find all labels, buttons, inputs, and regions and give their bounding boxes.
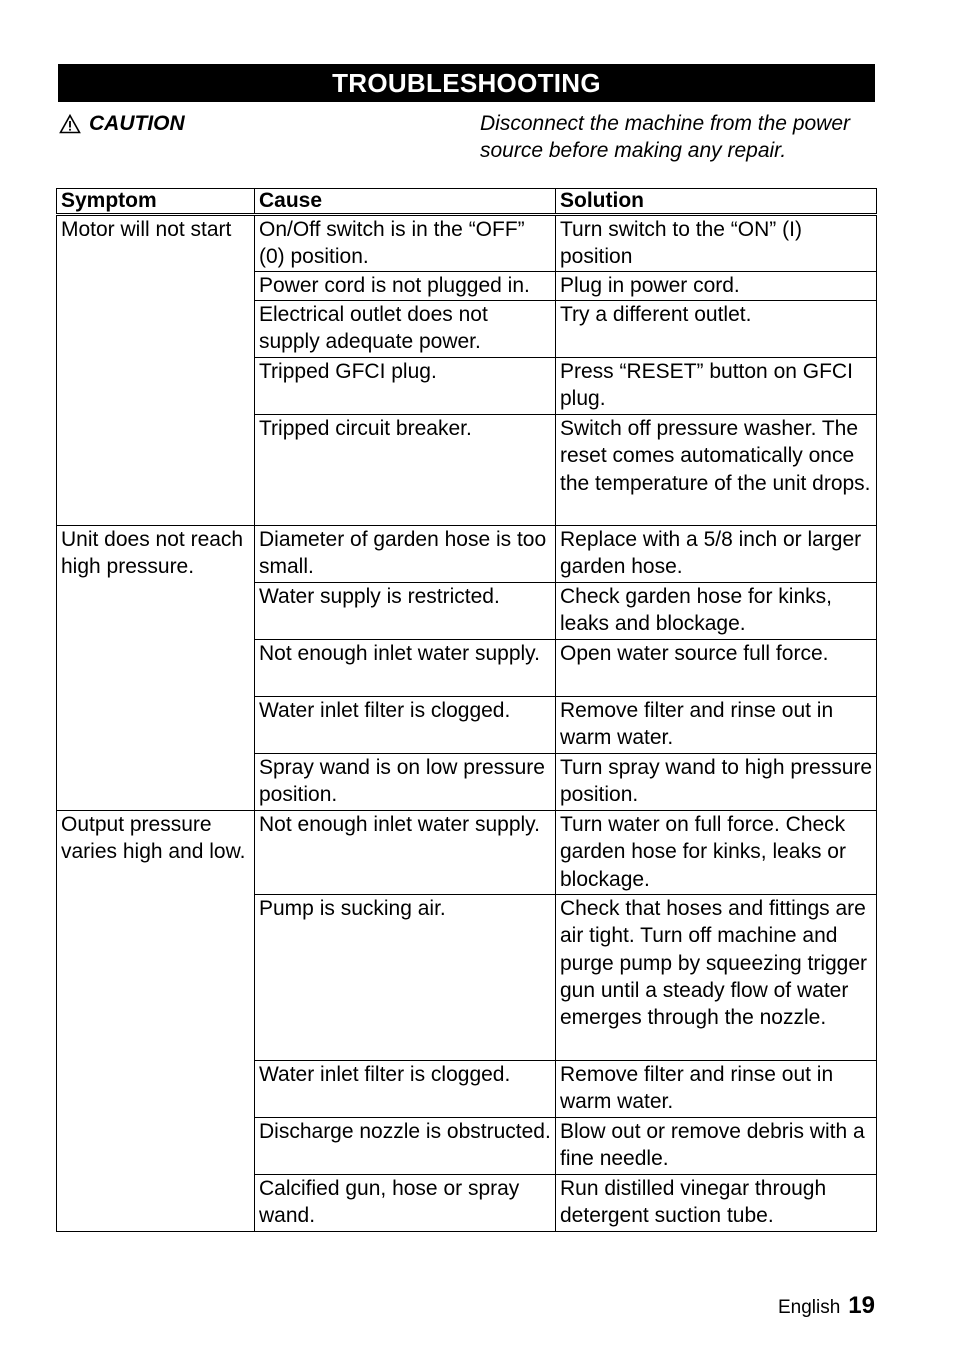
header-symptom: Symptom xyxy=(57,189,255,215)
symptom-cell: Unit does not reach high pressure. xyxy=(57,526,255,811)
cause-cell: Water supply is restricted. xyxy=(255,583,556,640)
table-row xyxy=(57,215,877,272)
table-header-row xyxy=(57,189,877,215)
caution-label-group xyxy=(59,112,185,136)
table-row xyxy=(57,526,877,583)
header-solution: Solution xyxy=(556,189,877,215)
cause-cell: Diameter of garden hose is too small. xyxy=(255,526,556,583)
cause-cell: Tripped GFCI plug. xyxy=(255,358,556,415)
page-title: TROUBLESHOOTING xyxy=(58,64,875,102)
solution-cell: Remove filter and rinse out in warm water. xyxy=(556,697,877,754)
cause-cell: Calcified gun, hose or spray wand. xyxy=(255,1175,556,1232)
troubleshooting-table xyxy=(56,188,877,1232)
header-cause: Cause xyxy=(255,189,556,215)
solution-cell: Try a different outlet. xyxy=(556,301,877,358)
solution-cell: Press “RESET” button on GFCI plug. xyxy=(556,358,877,415)
cause-cell: Discharge nozzle is obstructed. xyxy=(255,1118,556,1175)
solution-cell: Open water source full force. xyxy=(556,640,877,697)
solution-cell: Check garden hose for kinks, leaks and blockage. xyxy=(556,583,877,640)
solution-cell: Turn switch to the “ON” (I) position xyxy=(556,215,877,272)
cause-cell: Electrical outlet does not supply adequate power. xyxy=(255,301,556,358)
solution-cell: Remove filter and rinse out in warm water. xyxy=(556,1061,877,1118)
cause-cell: Not enough inlet water supply. xyxy=(255,811,556,895)
footer-language: English xyxy=(777,1297,841,1318)
caution-text: Disconnect the machine from the power source before making any repair. xyxy=(480,112,851,162)
cause-cell: Pump is sucking air. xyxy=(255,895,556,1061)
warning-triangle-icon xyxy=(59,114,81,134)
solution-cell: Turn water on full force. Check garden hose for kinks, leaks or blockage. xyxy=(556,811,877,895)
cause-cell: Water inlet filter is clogged. xyxy=(255,697,556,754)
page-number: 19 xyxy=(848,1292,875,1319)
solution-cell: Plug in power cord. xyxy=(556,272,877,301)
solution-cell: Turn spray wand to high pressure position. xyxy=(556,754,877,811)
cause-cell: Water inlet filter is clogged. xyxy=(255,1061,556,1118)
caution-label: CAUTION xyxy=(89,112,185,135)
cause-cell: Tripped circuit breaker. xyxy=(255,415,556,526)
page-footer xyxy=(778,1292,875,1320)
table-row xyxy=(57,811,877,895)
cause-cell: Not enough inlet water supply. xyxy=(255,640,556,697)
symptom-cell: Motor will not start xyxy=(57,215,255,526)
solution-cell: Replace with a 5/8 inch or larger garden hose. xyxy=(556,526,877,583)
cause-cell: On/Off switch is in the “OFF” (0) position. xyxy=(255,215,556,272)
cause-cell: Power cord is not plugged in. xyxy=(255,272,556,301)
solution-cell: Blow out or remove debris with a fine needle. xyxy=(556,1118,877,1175)
solution-cell: Switch off pressure washer. The reset comes automatically once the temperature of the unit drops. xyxy=(556,415,877,526)
symptom-cell: Output pressure varies high and low. xyxy=(57,811,255,1232)
solution-cell: Run distilled vinegar through detergent suction tube. xyxy=(556,1175,877,1232)
cause-cell: Spray wand is on low pressure position. xyxy=(255,754,556,811)
solution-cell: Check that hoses and fittings are air tight. Turn off machine and purge pump by squeezing trigger gun until a steady flow of water emerges through the nozzle. xyxy=(556,895,877,1061)
